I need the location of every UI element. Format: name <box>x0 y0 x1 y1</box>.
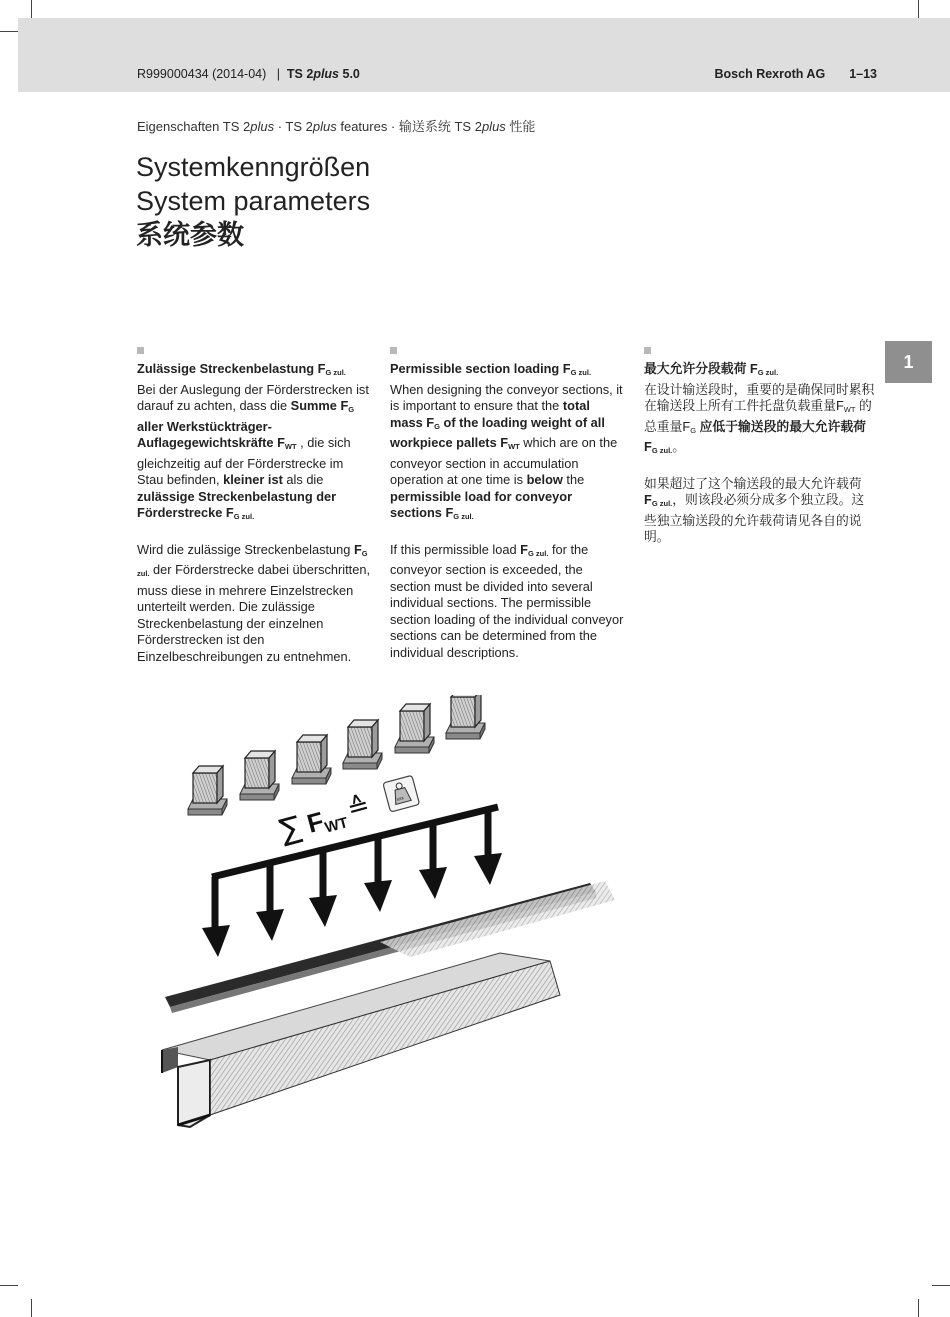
paragraph: Bei der Auslegung der Förderstrecken ist darauf zu achten, dass die Summe $F_G$ aller Werkstückträger-Auflagegewichtskräfte $F_{WT}$ , die sich gleichzeitig auf der Förderstrecke im Stau befinden, kleiner ist als die zulässige Streckenbelastung der Förderstrecke $F_{G zul.}$ <box>137 381 369 521</box>
paragraph: If this permissible load $F_{G zul.}$ for the conveyor section is exceeded, the section must be divided into several individual sections. The permissible section loading of the individual conveyor sections can be determined from the individual descriptions. <box>390 541 624 660</box>
crop-mark <box>918 0 919 18</box>
paragraph: When designing the conveyor sections, it is important to ensure that the total mass $F_G$ of the loading weight of all workpiece pallets $F_{WT}$ which are on the conveyor section in accumulation operation at one time is below the permissible load for conveyor sections $F_{G zul.}$ <box>390 381 623 521</box>
column-heading: Permissible section loading $F_{G zul.}$ <box>390 361 592 377</box>
column-english <box>390 347 626 677</box>
column-chinese <box>644 347 876 562</box>
crop-mark <box>918 1299 919 1317</box>
page-number: 1–13 <box>849 67 877 81</box>
section-subtitle: Eigenschaften TS 2plus · TS 2plus features · 输送系统 TS 2plus 性能 <box>137 119 536 134</box>
header-separator: | <box>276 67 280 81</box>
column-heading: 最大允许分段载荷 $F_{G zul.}$ <box>644 361 779 377</box>
doc-number: R999000434 (2014-04) <box>137 67 267 81</box>
crop-mark <box>31 1299 32 1317</box>
weight-icon <box>383 775 420 812</box>
workpiece-pallet <box>292 735 331 784</box>
page-title <box>136 150 370 252</box>
bullet-square <box>644 347 651 354</box>
paragraph: Wird die zulässige Streckenbelastung $F_{G zul.}$ der Förderstrecke dabei überschritten, muss diese in mehrere Einzelstrecken unterteilt werden. Die zulässige Streckenbelastung der einzelnen Förderstrecken ist den Einzelbeschreibungen zu entnehmen. <box>137 541 370 664</box>
workpiece-pallet <box>395 704 434 753</box>
svg-text:xxx: xxx <box>395 795 405 803</box>
crop-mark <box>932 1285 950 1286</box>
workpiece-pallet <box>188 766 227 815</box>
title-zh: 系统参数 <box>136 220 244 250</box>
workpiece-pallet <box>343 720 382 769</box>
corresponds-symbol: ≙ <box>344 790 373 825</box>
conveyor-load-illustration <box>150 695 620 1135</box>
crop-mark <box>0 31 18 32</box>
sum-symbol: ∑ <box>276 809 305 849</box>
force-symbol: FWT <box>303 805 350 839</box>
paragraph: 在设计输送段时，重要的是确保同时累积在输送段上所有工件托盘负载重量$F_{WT}$ 的总重量$F_G$ 应低于输送段的最大允许载荷 $F_{G zul.}$。 <box>644 381 875 455</box>
product-name: TS 2plus 5.0 <box>286 67 360 81</box>
title-en: System parameters <box>136 186 371 216</box>
column-german <box>137 347 373 681</box>
paragraph: 如果超过了这个输送段的最大允许载荷 $F_{G zul.}$，则该段必须分成多个独立段。这些独立输送段的允许载荷请见各自的说明。 <box>644 475 865 544</box>
crop-mark <box>31 0 32 18</box>
header-doc-info <box>137 67 360 81</box>
chapter-tab: 1 <box>885 341 932 383</box>
bullet-square <box>390 347 397 354</box>
company-name: Bosch Rexroth AG <box>714 67 826 81</box>
bullet-square <box>137 347 144 354</box>
column-heading: Zulässige Streckenbelastung $F_{G zul.}$ <box>137 361 346 377</box>
title-de: Systemkenngrößen <box>136 152 371 182</box>
workpiece-pallet <box>240 751 279 800</box>
conveyor-profile <box>162 953 560 1127</box>
workpiece-pallet <box>446 695 485 739</box>
crop-mark <box>0 1285 18 1286</box>
header-company-page <box>715 67 877 81</box>
